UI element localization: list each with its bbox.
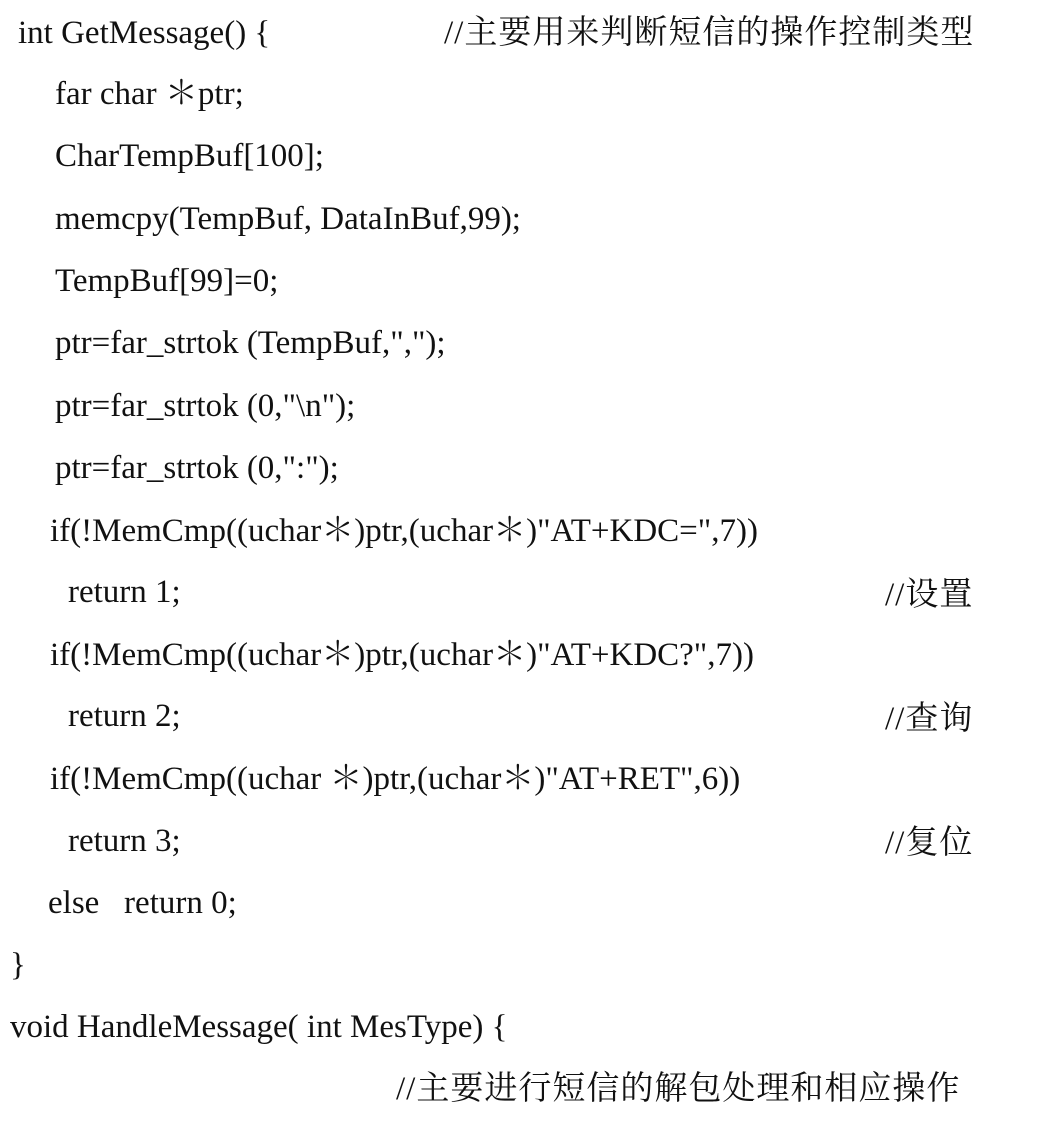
code-comment-set: //设置 [885, 577, 974, 613]
code-line-memcpy: memcpy(TempBuf, DataInBuf,99); [55, 201, 521, 237]
code-comment-function-purpose: //主要用来判断短信的操作控制类型 [444, 15, 975, 51]
code-line-return-reset: return 3; [68, 823, 181, 859]
code-line-closing-brace: } [10, 947, 26, 983]
code-comment-reset: //复位 [885, 825, 974, 861]
code-line-if-reset-command: if(!MemCmp((uchar ＊)ptr,(uchar＊)"AT+RET",6)) [50, 761, 741, 797]
code-comment-handle-message-purpose: //主要进行短信的解包处理和相应操作 [396, 1071, 961, 1107]
code-line-if-query-command: if(!MemCmp((uchar＊)ptr,(uchar＊)"AT+KDC?",7)) [50, 637, 755, 673]
code-line-return-set: return 1; [68, 574, 181, 610]
code-line-strtok-colon: ptr=far_strtok (0,":"); [55, 450, 339, 486]
code-line-else-return: else return 0; [48, 885, 237, 921]
code-line-strtok-comma: ptr=far_strtok (TempBuf,","); [55, 325, 446, 361]
code-line-handle-message-header: void HandleMessage( int MesType) { [10, 1009, 508, 1045]
code-line-function-header: int GetMessage() { [18, 15, 271, 51]
code-comment-query: //查询 [885, 701, 974, 737]
code-line-if-set-command: if(!MemCmp((uchar＊)ptr,(uchar＊)"AT+KDC=",7)) [50, 513, 758, 549]
code-line-buffer-terminator: TempBuf[99]=0; [55, 263, 279, 299]
code-line-return-query: return 2; [68, 698, 181, 734]
code-line-strtok-newline: ptr=far_strtok (0,"\n"); [55, 388, 356, 424]
code-line-buffer-declaration: CharTempBuf[100]; [55, 138, 324, 174]
code-line-ptr-declaration: far char ＊ptr; [55, 76, 244, 112]
